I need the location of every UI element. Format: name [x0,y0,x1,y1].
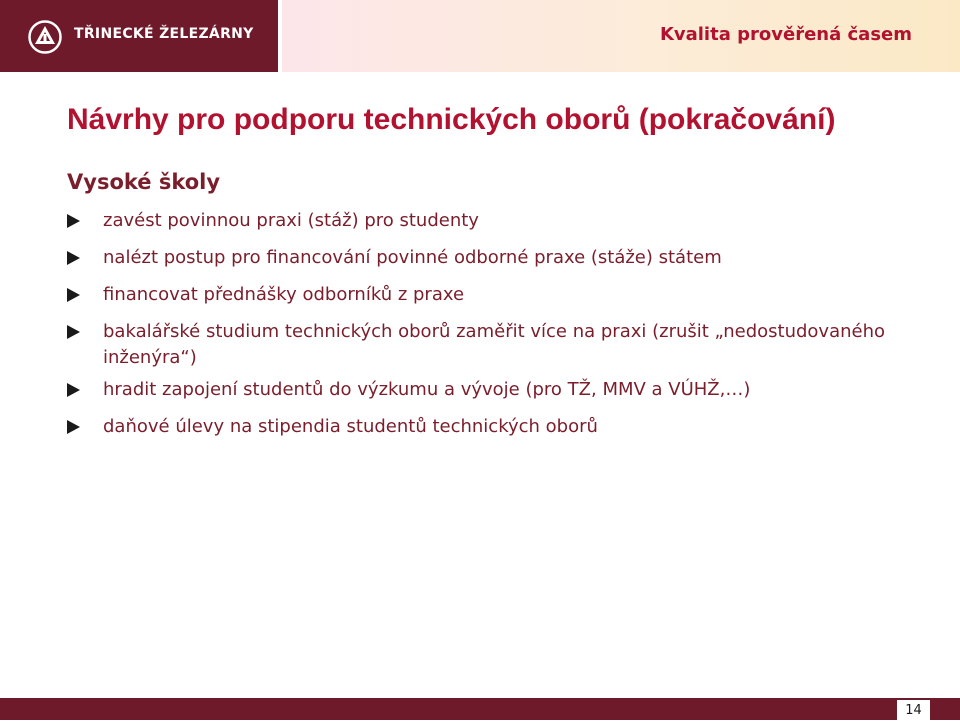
logo-block [0,0,278,72]
triangle-right-icon [67,251,80,265]
logo-text: TŘINECKÉ ŽELEZÁRNY [74,26,254,42]
footer-bar [0,698,960,720]
triangle-right-icon [67,288,80,302]
list-item [67,319,927,371]
bullet-list [67,208,927,451]
bullet-text: nalézt postup pro financování povinné odborné praxe (stáže) státem [103,247,722,268]
bullet-text: financovat přednášky odborníků z praxe [103,284,465,305]
bullet-text: bakalářské studium technických oborů zaměřit více na praxi (zrušit „nedostudovaného inženýra“) [103,321,886,368]
section-heading: Vysoké školy [67,170,221,194]
tagline: Kvalita prověřená časem [659,24,912,45]
list-item [67,414,927,440]
list-item [67,208,927,234]
header-bar [0,0,960,72]
list-item [67,377,927,403]
list-item [67,282,927,308]
bullet-text: zavést povinnou praxi (stáž) pro studenty [103,210,479,231]
triangle-right-icon [67,383,80,397]
trinec-logo-icon [28,20,62,54]
list-item [67,245,927,271]
triangle-right-icon [67,214,80,228]
bullet-text: hradit zapojení studentů do výzkumu a vývoje (pro TŽ, MMV a VÚHŽ,…) [103,379,751,400]
bullet-text: daňové úlevy na stipendia studentů technických oborů [103,416,598,437]
page-number: 14 [897,700,930,720]
triangle-right-icon [67,420,80,434]
slide-title: Návrhy pro podporu technických oborů (pokračování) [67,103,836,136]
triangle-right-icon [67,325,80,339]
